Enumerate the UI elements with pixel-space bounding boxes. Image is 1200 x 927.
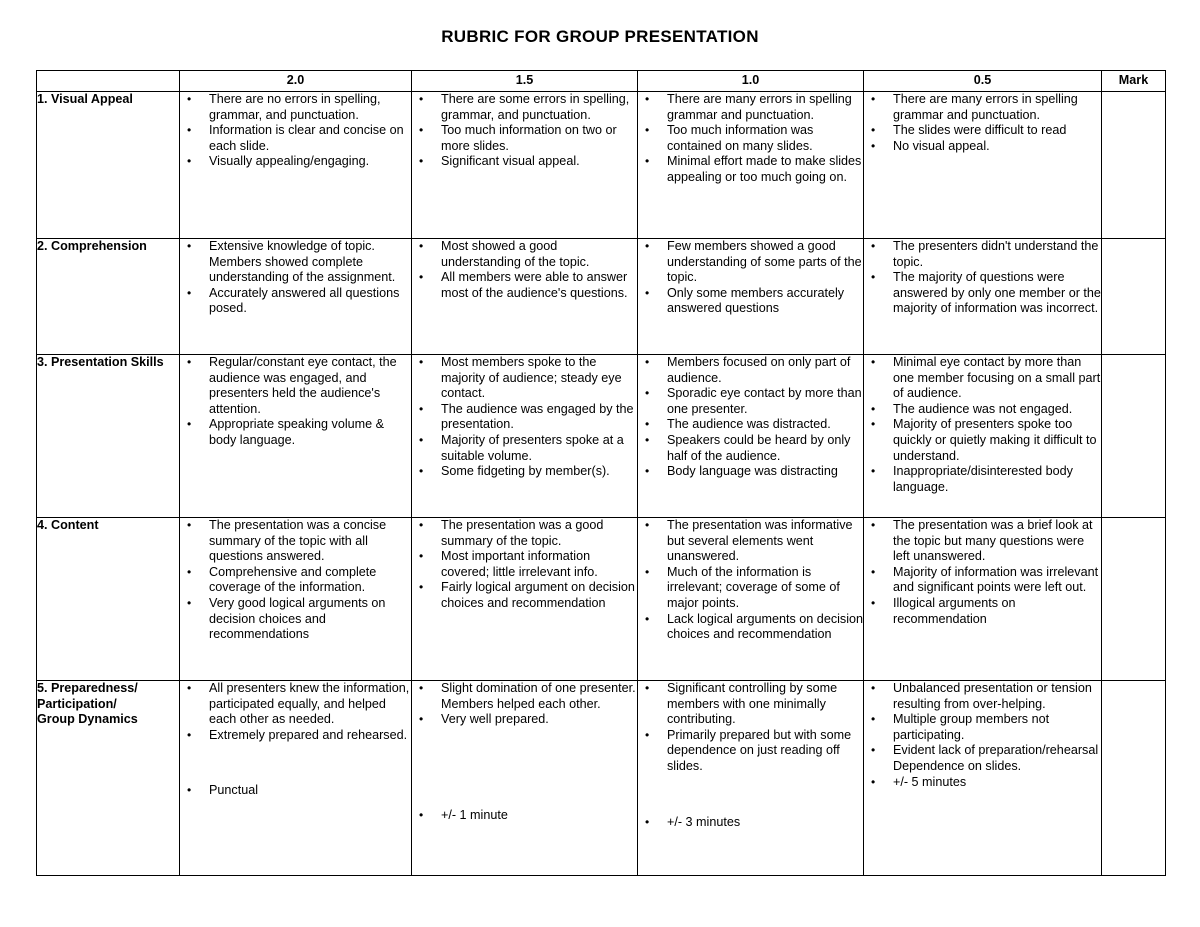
- list-item: • Most members spoke to the majority of audience; steady eye contact.: [412, 355, 637, 402]
- list-item: • Most showed a good understanding of the topic.: [412, 239, 637, 270]
- list-item: • The presentation was a good summary of the topic.: [412, 518, 637, 549]
- cell-score-0-5: [864, 518, 1102, 681]
- cell-score-1-5: [412, 681, 638, 876]
- list-item: • Multiple group members not participating.: [864, 712, 1101, 743]
- list-item: • Inappropriate/disinterested body language.: [864, 464, 1101, 495]
- cell-score-1-5: [412, 92, 638, 239]
- list-item: • Appropriate speaking volume & body language.: [180, 417, 411, 448]
- header-score-0-5: 0.5: [864, 71, 1102, 92]
- list-item: • Comprehensive and complete coverage of the information.: [180, 565, 411, 596]
- header-score-2: 2.0: [180, 71, 412, 92]
- cell-score-1: [638, 681, 864, 876]
- list-item: • Speakers could be heard by only half of the audience.: [638, 433, 863, 464]
- criterion-presentation-skills: 3. Presentation Skills: [37, 355, 180, 518]
- table-row: [37, 239, 1166, 355]
- list-item: • The presentation was a concise summary of the topic with all questions answered.: [180, 518, 411, 565]
- cell-score-2: [180, 518, 412, 681]
- list-item: • Illogical arguments on recommendation: [864, 596, 1101, 627]
- list-item: • Significant controlling by some members with one minimally contributing.: [638, 681, 863, 728]
- list-item: • +/- 3 minutes: [638, 815, 863, 831]
- criterion-content: 4. Content: [37, 518, 180, 681]
- criterion-comprehension: 2. Comprehension: [37, 239, 180, 355]
- cell-score-0-5: [864, 681, 1102, 876]
- list-item: • Extensive knowledge of topic. Members showed complete understanding of the assignment.: [180, 239, 411, 286]
- cell-score-0-5: [864, 92, 1102, 239]
- list-item: • Minimal eye contact by more than one member focusing on a small part of audience.: [864, 355, 1101, 402]
- list-item: • There are some errors in spelling, grammar, and punctuation.: [412, 92, 637, 123]
- cell-score-0-5: [864, 355, 1102, 518]
- cell-score-2: [180, 681, 412, 876]
- cell-score-1-5: [412, 355, 638, 518]
- list-item: • Lack logical arguments on decision choices and recommendation: [638, 612, 863, 643]
- list-item: • Much of the information is irrelevant; coverage of some of major points.: [638, 565, 863, 612]
- list-item: • There are many errors in spelling grammar and punctuation.: [638, 92, 863, 123]
- list-item: • Regular/constant eye contact, the audience was engaged, and presenters held the audience's attention.: [180, 355, 411, 417]
- list-item: • Too much information was contained on many slides.: [638, 123, 863, 154]
- cell-score-1: [638, 92, 864, 239]
- list-item: • Primarily prepared but with some dependence on just reading off slides.: [638, 728, 863, 775]
- header-mark: Mark: [1102, 71, 1166, 92]
- list-item: • The audience was distracted.: [638, 417, 863, 433]
- list-item: • Extremely prepared and rehearsed.: [180, 728, 411, 744]
- header-score-1-5: 1.5: [412, 71, 638, 92]
- list-item: • Minimal effort made to make slides appealing or too much going on.: [638, 154, 863, 185]
- list-item: • The presenters didn't understand the topic.: [864, 239, 1101, 270]
- list-item: • All presenters knew the information, participated equally, and helped each other as needed.: [180, 681, 411, 728]
- list-item: • Few members showed a good understanding of some parts of the topic.: [638, 239, 863, 286]
- cell-score-1-5: [412, 518, 638, 681]
- mark-cell[interactable]: [1102, 681, 1166, 876]
- cell-score-2: [180, 239, 412, 355]
- list-item: • Slight domination of one presenter. Members helped each other.: [412, 681, 637, 712]
- cell-score-2: [180, 92, 412, 239]
- list-item: • Only some members accurately answered questions: [638, 286, 863, 317]
- list-item: • There are many errors in spelling grammar and punctuation.: [864, 92, 1101, 123]
- criterion-line: Participation/: [37, 696, 117, 711]
- mark-cell[interactable]: [1102, 239, 1166, 355]
- list-item: • Evident lack of preparation/rehearsal Dependence on slides.: [864, 743, 1101, 774]
- cell-score-1: [638, 239, 864, 355]
- list-item: • Fairly logical argument on decision choices and recommendation: [412, 580, 637, 611]
- table-row: [37, 681, 1166, 876]
- list-item: • +/- 1 minute: [412, 808, 637, 824]
- cell-score-2: [180, 355, 412, 518]
- list-item: • +/- 5 minutes: [864, 775, 1101, 791]
- list-item: • Visually appealing/engaging.: [180, 154, 411, 170]
- list-item: • Some fidgeting by member(s).: [412, 464, 637, 480]
- criterion-line: 5. Preparedness/: [37, 681, 138, 695]
- cell-score-0-5: [864, 239, 1102, 355]
- mark-cell[interactable]: [1102, 355, 1166, 518]
- list-item: • Most important information covered; little irrelevant info.: [412, 549, 637, 580]
- criterion-line: Group Dynamics: [37, 712, 138, 727]
- list-item: • Majority of presenters spoke at a suitable volume.: [412, 433, 637, 464]
- list-item: • The audience was not engaged.: [864, 402, 1101, 418]
- list-item: • Accurately answered all questions posed.: [180, 286, 411, 317]
- page-title: RUBRIC FOR GROUP PRESENTATION: [441, 27, 759, 46]
- header-score-1: 1.0: [638, 71, 864, 92]
- list-item: • Body language was distracting: [638, 464, 863, 480]
- list-item: • The majority of questions were answered by only one member or the majority of information was incorrect.: [864, 270, 1101, 317]
- table-row: [37, 355, 1166, 518]
- list-item: • All members were able to answer most of the audience's questions.: [412, 270, 637, 301]
- list-item: • The audience was engaged by the presentation.: [412, 402, 637, 433]
- list-item: • Significant visual appeal.: [412, 154, 637, 170]
- cell-score-1-5: [412, 239, 638, 355]
- mark-cell[interactable]: [1102, 518, 1166, 681]
- list-item: • Very good logical arguments on decision choices and recommendations: [180, 596, 411, 643]
- list-item: • Members focused on only part of audience.: [638, 355, 863, 386]
- list-item: • The presentation was informative but several elements went unanswered.: [638, 518, 863, 565]
- list-item: • Too much information on two or more slides.: [412, 123, 637, 154]
- list-item: • The slides were difficult to read: [864, 123, 1101, 139]
- rubric-table: [36, 70, 1166, 876]
- list-item: • Majority of information was irrelevant and significant points were left out.: [864, 565, 1101, 596]
- list-item: • No visual appeal.: [864, 139, 1101, 155]
- list-item: • Sporadic eye contact by more than one presenter.: [638, 386, 863, 417]
- criterion-visual-appeal: 1. Visual Appeal: [37, 92, 180, 239]
- mark-cell[interactable]: [1102, 92, 1166, 239]
- list-item: • Majority of presenters spoke too quickly or quietly making it difficult to understand.: [864, 417, 1101, 464]
- list-item: • Very well prepared.: [412, 712, 637, 728]
- criterion-preparedness: [37, 681, 180, 876]
- list-item: • The presentation was a brief look at the topic but many questions were left unanswered.: [864, 518, 1101, 565]
- cell-score-1: [638, 355, 864, 518]
- list-item: • There are no errors in spelling, grammar, and punctuation.: [180, 92, 411, 123]
- list-item: • Punctual: [180, 783, 411, 799]
- cell-score-1: [638, 518, 864, 681]
- list-item: • Information is clear and concise on each slide.: [180, 123, 411, 154]
- header-row: [37, 71, 1166, 92]
- list-item: • Unbalanced presentation or tension resulting from over-helping.: [864, 681, 1101, 712]
- table-row: [37, 92, 1166, 239]
- header-criteria: [37, 71, 180, 92]
- table-row: [37, 518, 1166, 681]
